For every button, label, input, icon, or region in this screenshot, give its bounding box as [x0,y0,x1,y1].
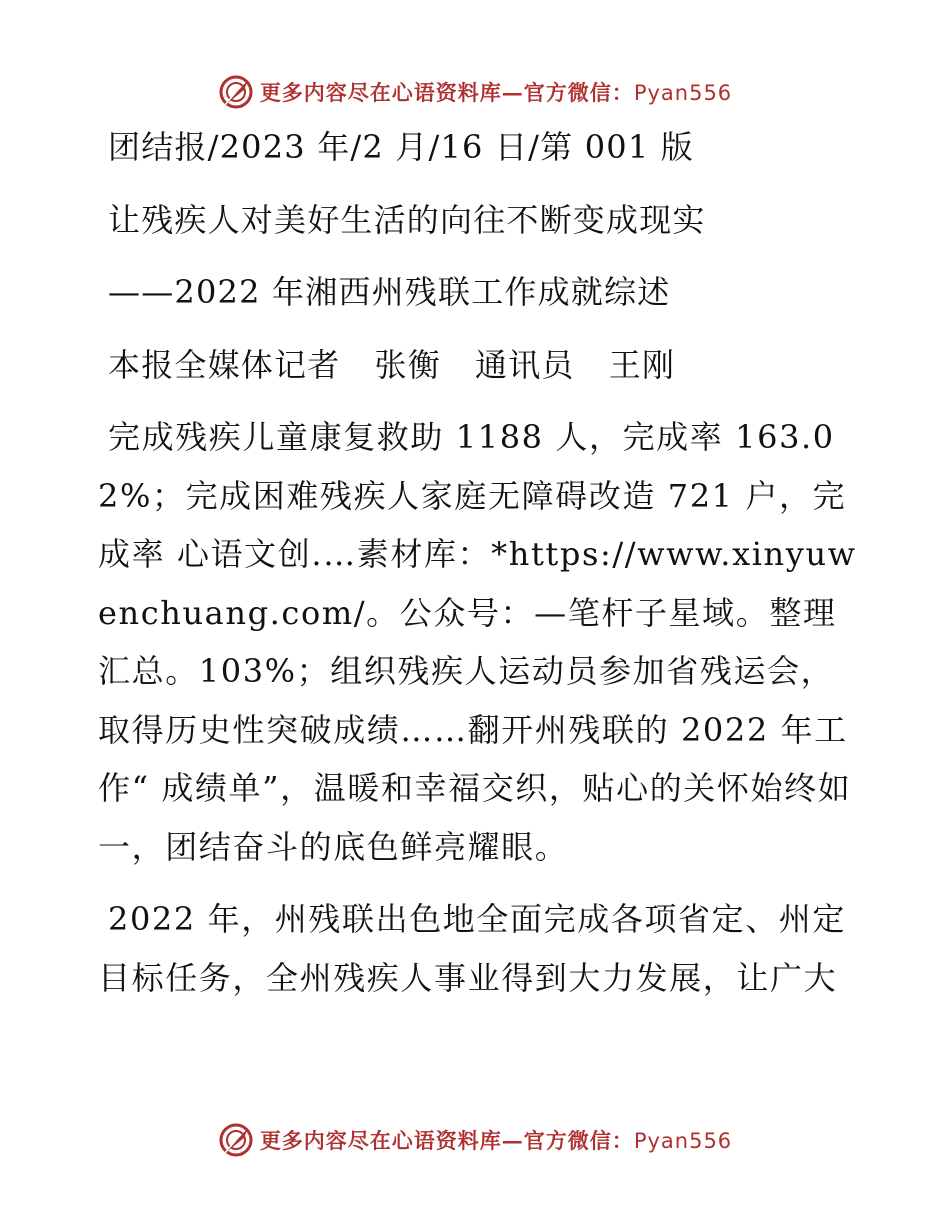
watermark-text: 更多内容尽在心语资料库—官方微信：Pyan556 [259,1128,733,1153]
article-title: 让残疾人对美好生活的向往不断变成现实 [108,200,706,239]
dateline: 团结报/2023 年/2 月/16 日/第 001 版 [108,128,694,166]
body-paragraph: 2022 年，州残联出色地全面完成各项省定、州定目标任务，全州残疾人事业得到大力发展，让广大 [98,900,847,997]
body-paragraph: 完成残疾儿童康复救助 1188 人，完成率 163.02%；完成困难残疾人家庭无障碍改造 721 户，完成率 心语文创.…素材库：*https://www.xinyuwenchuang.com/。公众号：—笔杆子星域。整理汇总。103%；组织残疾人运动员参加省残运会，取得历史性突破成绩……翻开州残联的 2022 年工作“ 成绩单”，温暖和幸福交织，贴心的关怀始终如一，团结奋斗的底色鲜亮耀眼。 [98,418,857,866]
quill-logo-icon [218,1122,254,1158]
watermark-header [0,72,950,112]
watermark-footer [0,1120,950,1160]
byline: 本报全媒体记者 张衡 通讯员 王刚 [108,345,676,384]
watermark-text: 更多内容尽在心语资料库—官方微信：Pyan556 [259,80,733,105]
article-subtitle: ——2022 年湘西州残联工作成就综述 [108,273,671,311]
quill-logo-icon [218,74,254,110]
article [98,118,858,1007]
